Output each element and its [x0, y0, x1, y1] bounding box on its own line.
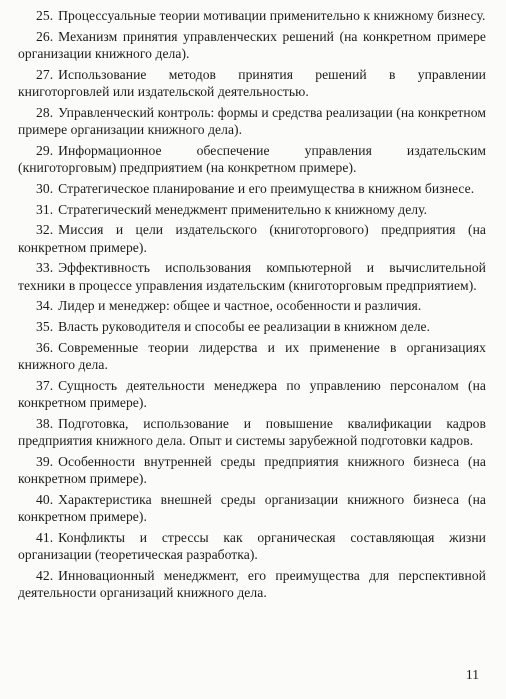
topic-item [18, 567, 486, 601]
topic-text: Механизм принятия управленческих решений (на конкретном примере организации книжного дела). [18, 28, 486, 61]
topic-item [18, 66, 486, 100]
topic-number: 28. [36, 104, 54, 120]
topic-number: 25. [36, 8, 54, 23]
topic-number: 36. [36, 339, 54, 355]
topic-text: Сущность деятельности менеджера по управлению персоналом (на конкретном примере). [18, 377, 486, 411]
topic-number: 33. [36, 260, 54, 276]
topic-item [18, 491, 486, 525]
topic-text: Особенности внутренней среды предприятия книжного бизнеса (на конкретном примере). [18, 453, 486, 487]
topic-number: 37. [36, 377, 54, 393]
topic-text: Управленческий контроль: формы и средства реализации (на конкретном примере организации книжного дела). [18, 104, 486, 137]
topic-number: 35. [36, 319, 54, 335]
topic-text: Миссия и цели издательского (книготоргового) предприятия (на конкретном примере). [18, 222, 486, 255]
topic-number: 32. [36, 222, 54, 238]
topic-text: Инновационный менеджмент, его преимущества для перспективной деятельности организаций книжного дела. [18, 567, 486, 601]
topic-text: Лидер и менеджер: общее и частное, особенности и различия. [58, 298, 422, 314]
topic-number: 38. [36, 415, 54, 431]
topic-item [18, 7, 486, 24]
topic-item [18, 453, 486, 487]
topic-number: 34. [36, 298, 54, 314]
topic-item [18, 201, 486, 218]
topic-text: Стратегическое планирование и его преимущества в книжном бизнесе. [58, 180, 475, 196]
topic-item [18, 377, 486, 411]
topic-text: Процессуальные теории мотивации применительно к книжному бизнесу. [58, 8, 486, 23]
topic-number: 29. [36, 142, 54, 158]
topic-text: Стратегический менеджмент применительно к книжному делу. [58, 201, 428, 217]
topic-text: Использование методов принятия решений в управлении книготорговлей или издательской деятельностью. [18, 66, 486, 99]
topic-text: Власть руководителя и способы ее реализации в книжном деле. [58, 319, 431, 335]
topic-text: Информационное обеспечение управления издательским (книготорговым) предприятием (на конкретном примере). [18, 142, 486, 175]
topic-item [18, 259, 486, 293]
topic-text: Эффективность использования компьютерной и вычислительной техники в процессе управления издательским (книготорговым предприятием). [18, 260, 486, 293]
topic-number: 41. [36, 529, 54, 545]
topic-number: 27. [36, 66, 54, 82]
topic-number: 42. [36, 567, 54, 583]
topic-text: Конфликты и стрессы как органическая составляющая жизни организации (теоретическая разработка). [18, 529, 486, 563]
topic-item [18, 104, 486, 138]
topic-list [18, 7, 486, 605]
topic-number: 31. [36, 201, 54, 217]
topic-item [18, 221, 486, 255]
topic-item [18, 28, 486, 62]
topic-item [18, 180, 486, 197]
topic-text: Подготовка, использование и повышение квалификации кадров предприятия книжного дела. Опыт и системы зарубежной подготовки кадров. [18, 415, 486, 449]
topic-number: 30. [36, 180, 54, 196]
page-number: 11 [465, 667, 479, 682]
topic-number: 26. [36, 28, 54, 44]
topic-item [18, 297, 486, 314]
topic-number: 40. [36, 491, 54, 507]
topic-item [18, 142, 486, 176]
topic-item [18, 415, 486, 449]
topic-item [18, 339, 486, 373]
topic-item [18, 529, 486, 563]
topic-item [18, 318, 486, 335]
topic-number: 39. [36, 453, 54, 469]
topic-text: Характеристика внешней среды организации книжного бизнеса (на конкретном примере). [18, 491, 486, 525]
topic-text: Современные теории лидерства и их применение в организациях книжного дела. [18, 339, 486, 373]
